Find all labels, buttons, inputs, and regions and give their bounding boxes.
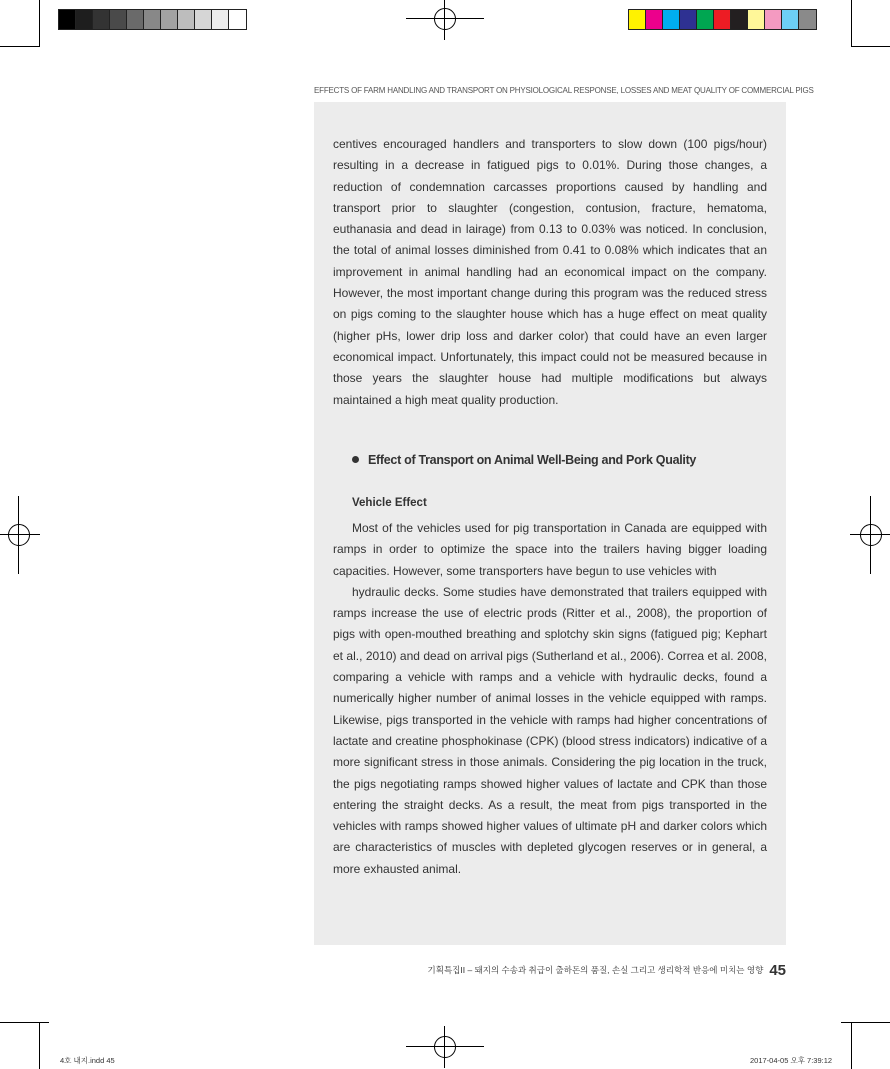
section-heading xyxy=(352,453,696,467)
color-swatch xyxy=(663,10,680,29)
registration-mark-top xyxy=(430,4,460,34)
page-footer xyxy=(314,962,786,979)
grayscale-swatch xyxy=(76,10,93,29)
grayscale-swatch xyxy=(144,10,161,29)
grayscale-swatch xyxy=(127,10,144,29)
slug-file-name: 4호 내지.indd 45 xyxy=(60,1056,115,1065)
grayscale-swatch xyxy=(229,10,246,29)
grayscale-swatch xyxy=(212,10,229,29)
cmyk-color-bar xyxy=(628,9,817,30)
color-swatch xyxy=(731,10,748,29)
color-swatch xyxy=(799,10,816,29)
color-swatch xyxy=(680,10,697,29)
grayscale-swatch xyxy=(110,10,127,29)
registration-mark-right xyxy=(856,520,886,550)
bullet-icon xyxy=(352,456,359,463)
color-swatch xyxy=(765,10,782,29)
color-swatch xyxy=(697,10,714,29)
grayscale-swatch xyxy=(161,10,178,29)
paragraph-first-part: Most of the vehicles used for pig transportation in Canada are equipped with ramps in order to optimize the space into the trailers having bigger loading capacities. However, some transporters have begun to use vehicles with xyxy=(333,521,767,578)
slug-timestamp: 2017-04-05 오후 7:39:12 xyxy=(750,1056,833,1065)
color-swatch xyxy=(646,10,663,29)
subheading: Vehicle Effect xyxy=(352,497,427,509)
running-header: EFFECTS OF FARM HANDLING AND TRANSPORT ON PHYSIOLOGICAL RESPONSE, LOSSES AND MEAT QUALITY OF COMMERCIAL PIGS xyxy=(314,86,814,95)
registration-mark-left xyxy=(4,520,34,550)
color-swatch xyxy=(714,10,731,29)
paragraph-second-part: hydraulic decks. Some studies have demonstrated that trailers equipped with ramps increase the use of electric prods (Ritter et al., 2008), the proportion of pigs with open-mouthed breathing and splotchy skin signs (fatigued pig; Kephart et al., 2010) and dead on arrival pigs (Sutherland et al., 2006). Correa et al. 2008, comparing a vehicle with ramps and a vehicle with hydraulic decks, found a numerically higher number of animal losses in the vehicle equipped with ramps. Likewise, pigs transported in the vehicle with ramps had higher concentrations of lactate and creatine phosphokinase (CPK) (blood stress indicators) indicative of a more significant stress in those animals. Considering the pig location in the truck, the pigs negotiating ramps showed higher values of lactate and CPK than those entering the straight decks. As a result, the meat from pigs transported in the vehicles with ramps showed higher values of ultimate pH and darker colors which are characteristics of muscles with depleted glycogen reserves or in general, a more exhausted animal. xyxy=(333,584,767,876)
page-number: 45 xyxy=(769,962,786,979)
color-swatch xyxy=(748,10,765,29)
grayscale-swatch xyxy=(59,10,76,29)
body-paragraph: centives encouraged handlers and transporters to slow down (100 pigs/hour) resulting in a decrease in fatigued pigs to 0.01%. During those changes, a reduction of condemnation carcasses proportions caused by handling and transport prior to slaughter (congestion, contusion, fracture, hematoma, euthanasia and dead in lairage) from 0.13 to 0.03% was noticed. In conclusion, the total of animal losses diminished from 0.41 to 0.08% which indicates that an improvement in animal handling had an economical impact on the company. However, the most important change during this program was the reduced stress on pigs coming to the slaughter house which has a huge effect on meat quality (higher pHs, lower drip loss and darker color) that could have an even larger economical impact. Unfortunately, this impact could not be measured because in those years the slaughter house had multiple modifications but always maintained a high meat quality production. xyxy=(333,137,767,407)
grayscale-swatch xyxy=(195,10,212,29)
grayscale-color-bar xyxy=(58,9,247,30)
color-swatch xyxy=(782,10,799,29)
color-swatch xyxy=(629,10,646,29)
grayscale-swatch xyxy=(178,10,195,29)
body-paragraph-vehicle xyxy=(333,518,767,880)
grayscale-swatch xyxy=(93,10,110,29)
footer-section-label: 기획특집II – 돼지의 수송과 취급이 출하돈의 품질, 손실 그리고 생리학적 반응에 미치는 영향 xyxy=(427,965,764,975)
registration-mark-bottom xyxy=(430,1032,460,1062)
section-heading-text: Effect of Transport on Animal Well-Being and Pork Quality xyxy=(368,453,697,467)
